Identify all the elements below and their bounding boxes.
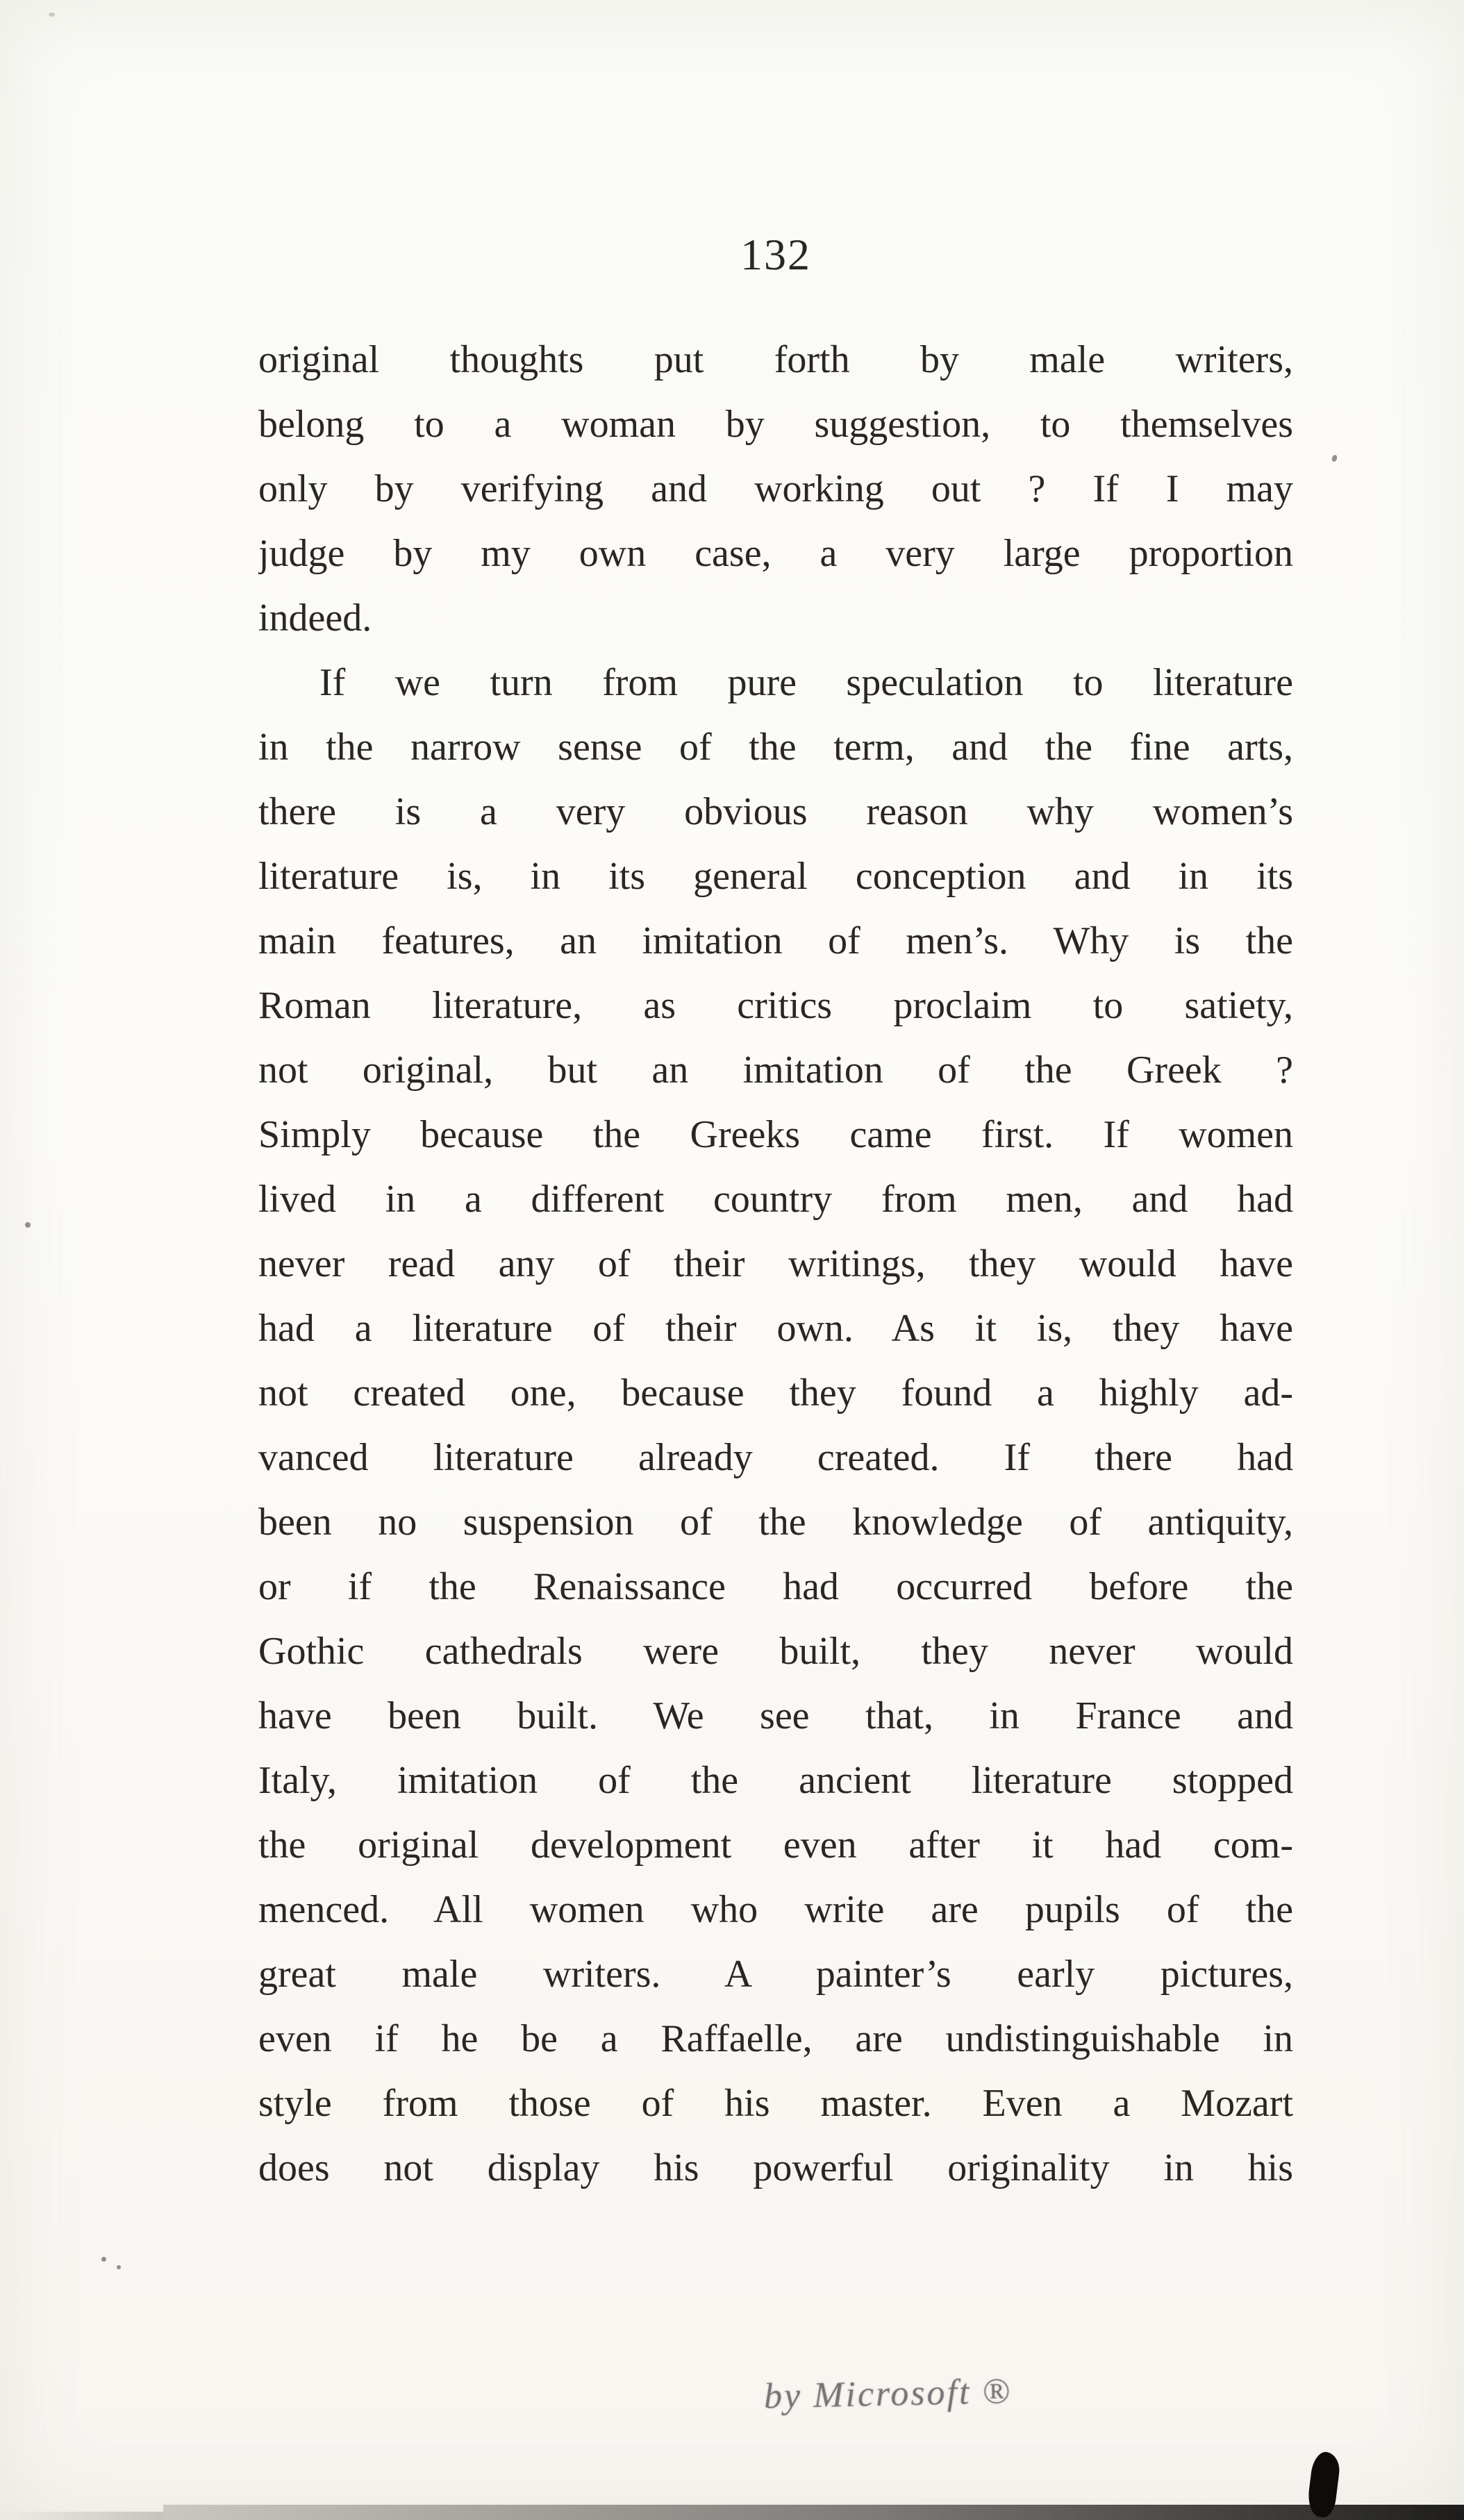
- text-line: Italy, imitation of the ancient literature stopped: [258, 1759, 1293, 1802]
- scan-speck: [117, 2265, 121, 2269]
- text-line: there is a very obvious reason why women’s: [258, 790, 1293, 833]
- text-line: judge by my own case, a very large proportion: [258, 532, 1293, 575]
- text-line: only by verifying and working out ? If I may: [258, 467, 1293, 510]
- scan-speck: [101, 2257, 106, 2262]
- scan-speck: [25, 1222, 31, 1228]
- text-line: had a literature of their own. As it is, they have: [258, 1307, 1293, 1350]
- text-line: never read any of their writings, they would have: [258, 1242, 1293, 1285]
- text-line: not created one, because they found a highly ad-: [258, 1371, 1293, 1415]
- text-line: menced. All women who write are pupils of the: [258, 1888, 1293, 1931]
- text-line: Roman literature, as critics proclaim to satiety,: [258, 984, 1293, 1027]
- text-line: have been built. We see that, in France and: [258, 1694, 1293, 1737]
- text-line: the original development even after it had com-: [258, 1824, 1293, 1867]
- text-line: even if he be a Raffaelle, are undistinguishable in: [258, 2017, 1293, 2060]
- text-line: Simply because the Greeks came first. If women: [258, 1113, 1293, 1156]
- digitization-watermark: by Microsoft ®: [763, 2371, 1013, 2417]
- text-line: lived in a different country from men, and had: [258, 1178, 1293, 1221]
- text-line: original thoughts put forth by male writers,: [258, 338, 1293, 381]
- body-text: [258, 328, 1293, 2201]
- text-line: Gothic cathedrals were built, they never would: [258, 1630, 1293, 1673]
- text-line: indeed.: [258, 596, 372, 640]
- text-line: vanced literature already created. If there had: [258, 1436, 1293, 1479]
- text-line: literature is, in its general conception and in its: [258, 855, 1293, 898]
- text-line: style from those of his master. Even a Mozart: [258, 2082, 1293, 2125]
- text-line: or if the Renaissance had occurred before the: [258, 1565, 1293, 1608]
- scan-bottom-edge: [163, 2505, 1464, 2520]
- scan-bottom-edge-left: [0, 2512, 163, 2520]
- text-line: in the narrow sense of the term, and the fine arts,: [258, 726, 1293, 769]
- text-line: If we turn from pure speculation to literature: [319, 661, 1293, 704]
- scan-speck: [49, 12, 55, 17]
- text-line: belong to a woman by suggestion, to themselves: [258, 403, 1293, 446]
- text-line: does not display his powerful originality in his: [258, 2146, 1293, 2189]
- scan-speck: [1331, 454, 1338, 462]
- text-line: great male writers. A painter’s early pictures,: [258, 1953, 1293, 1996]
- text-line: not original, but an imitation of the Greek ?: [258, 1049, 1293, 1092]
- page-number: 132: [740, 230, 811, 279]
- text-line: been no suspension of the knowledge of antiquity,: [258, 1501, 1293, 1544]
- text-line: main features, an imitation of men’s. Why is the: [258, 919, 1293, 962]
